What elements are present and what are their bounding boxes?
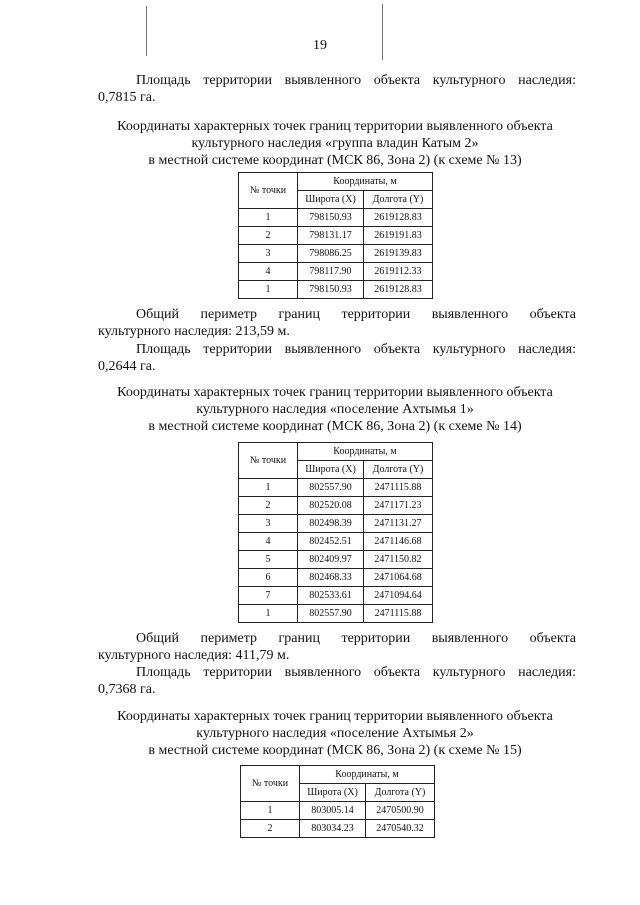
header-coords: Координаты, м bbox=[298, 443, 433, 461]
perim-13-line2: культурного наследия: 213,59 м. bbox=[98, 324, 290, 339]
point-number-cell: 1 bbox=[241, 802, 300, 820]
area-15-line2: 0,7368 га. bbox=[98, 682, 156, 697]
longitude-cell: 2471115.88 bbox=[364, 479, 433, 497]
table-row bbox=[239, 605, 433, 623]
longitude-cell: 2471150.82 bbox=[364, 551, 433, 569]
area-13-line1: Площадь территории выявленного объекта культурного наследия: bbox=[136, 73, 576, 88]
latitude-cell: 798117.90 bbox=[298, 263, 364, 281]
longitude-cell: 2471115.88 bbox=[364, 605, 433, 623]
point-number-cell: 7 bbox=[239, 587, 298, 605]
heading-13-line1: Координаты характерных точек границ территории выявленного объекта bbox=[117, 119, 553, 134]
latitude-cell: 798131.17 bbox=[298, 227, 364, 245]
heading-14-line3: в местной системе координат (МСК 86, Зона 2) (к схеме № 14) bbox=[148, 419, 522, 434]
perim-13-line1: Общий периметр границ территории выявленного объекта bbox=[136, 307, 576, 322]
table-row bbox=[239, 227, 433, 245]
coords-heading-14 bbox=[80, 384, 590, 435]
table-row bbox=[239, 551, 433, 569]
longitude-cell: 2471146.68 bbox=[364, 533, 433, 551]
area-14-line2: 0,2644 га. bbox=[98, 359, 156, 374]
table-row bbox=[239, 263, 433, 281]
header-coords: Координаты, м bbox=[300, 766, 435, 784]
heading-15-line2: культурного наследия «поселение Ахтымья 2» bbox=[196, 726, 474, 741]
table-row bbox=[239, 479, 433, 497]
latitude-cell: 798150.93 bbox=[298, 281, 364, 299]
longitude-cell: 2471094.64 bbox=[364, 587, 433, 605]
area-paragraph-13 bbox=[98, 72, 576, 106]
longitude-cell: 2471131.27 bbox=[364, 515, 433, 533]
table-row bbox=[241, 802, 435, 820]
latitude-cell: 802498.39 bbox=[298, 515, 364, 533]
heading-14-line1: Координаты характерных точек границ территории выявленного объекта bbox=[117, 385, 553, 400]
table-row bbox=[241, 820, 435, 838]
latitude-cell: 802409.97 bbox=[298, 551, 364, 569]
header-lat: Широта (X) bbox=[298, 191, 364, 209]
table-row bbox=[239, 497, 433, 515]
point-number-cell: 1 bbox=[239, 605, 298, 623]
latitude-cell: 802452.51 bbox=[298, 533, 364, 551]
table-row bbox=[239, 587, 433, 605]
point-number-cell: 1 bbox=[239, 479, 298, 497]
table-row bbox=[239, 515, 433, 533]
latitude-cell: 802557.90 bbox=[298, 605, 364, 623]
coords-table-14 bbox=[238, 442, 433, 623]
area-paragraph-15 bbox=[98, 664, 576, 698]
header-coords: Координаты, м bbox=[298, 173, 433, 191]
table-row bbox=[239, 533, 433, 551]
point-number-cell: 2 bbox=[241, 820, 300, 838]
coords-table-13 bbox=[238, 172, 433, 299]
header-lon: Долгота (Y) bbox=[364, 191, 433, 209]
latitude-cell: 802557.90 bbox=[298, 479, 364, 497]
point-number-cell: 1 bbox=[239, 281, 298, 299]
latitude-cell: 802533.61 bbox=[298, 587, 364, 605]
area-14-line1: Площадь территории выявленного объекта культурного наследия: bbox=[136, 342, 576, 357]
area-paragraph-14 bbox=[98, 341, 576, 375]
longitude-cell: 2619128.83 bbox=[364, 209, 433, 227]
perimeter-paragraph-13 bbox=[98, 306, 576, 340]
latitude-cell: 803005.14 bbox=[300, 802, 366, 820]
point-number-cell: 3 bbox=[239, 515, 298, 533]
header-point: № точки bbox=[241, 766, 300, 802]
longitude-cell: 2471171.23 bbox=[364, 497, 433, 515]
header-lon: Долгота (Y) bbox=[364, 461, 433, 479]
header-lon: Долгота (Y) bbox=[366, 784, 435, 802]
latitude-cell: 798086.25 bbox=[298, 245, 364, 263]
perim-14-line1: Общий периметр границ территории выявленного объекта bbox=[136, 631, 576, 646]
area-13-line2: 0,7815 га. bbox=[98, 90, 156, 105]
latitude-cell: 802468.33 bbox=[298, 569, 364, 587]
longitude-cell: 2619139.83 bbox=[364, 245, 433, 263]
longitude-cell: 2471064.68 bbox=[364, 569, 433, 587]
heading-15-line1: Координаты характерных точек границ территории выявленного объекта bbox=[117, 709, 553, 724]
point-number-cell: 4 bbox=[239, 533, 298, 551]
table-row bbox=[239, 245, 433, 263]
longitude-cell: 2619128.83 bbox=[364, 281, 433, 299]
header-lat: Широта (X) bbox=[300, 784, 366, 802]
heading-15-line3: в местной системе координат (МСК 86, Зона 2) (к схеме № 15) bbox=[148, 743, 522, 758]
point-number-cell: 5 bbox=[239, 551, 298, 569]
table-row bbox=[239, 281, 433, 299]
page-number: 19 bbox=[313, 38, 327, 53]
heading-14-line2: культурного наследия «поселение Ахтымья 1» bbox=[196, 402, 474, 417]
header-lat: Широта (X) bbox=[298, 461, 364, 479]
header-point: № точки bbox=[239, 443, 298, 479]
latitude-cell: 802520.08 bbox=[298, 497, 364, 515]
perim-14-line2: культурного наследия: 411,79 м. bbox=[98, 648, 290, 663]
longitude-cell: 2619112.33 bbox=[364, 263, 433, 281]
point-number-cell: 3 bbox=[239, 245, 298, 263]
coords-table-15 bbox=[240, 765, 435, 838]
point-number-cell: 6 bbox=[239, 569, 298, 587]
point-number-cell: 1 bbox=[239, 209, 298, 227]
header-point: № точки bbox=[239, 173, 298, 209]
point-number-cell: 4 bbox=[239, 263, 298, 281]
table-row bbox=[239, 209, 433, 227]
table-row bbox=[239, 569, 433, 587]
latitude-cell: 803034.23 bbox=[300, 820, 366, 838]
area-15-line1: Площадь территории выявленного объекта культурного наследия: bbox=[136, 665, 576, 680]
longitude-cell: 2470540.32 bbox=[366, 820, 435, 838]
coords-heading-15 bbox=[80, 708, 590, 759]
point-number-cell: 2 bbox=[239, 497, 298, 515]
latitude-cell: 798150.93 bbox=[298, 209, 364, 227]
longitude-cell: 2619191.83 bbox=[364, 227, 433, 245]
heading-13-line2: культурного наследия «группа владин Катым 2» bbox=[191, 136, 479, 151]
perimeter-paragraph-14 bbox=[98, 630, 576, 664]
coords-heading-13 bbox=[80, 118, 590, 169]
heading-13-line3: в местной системе координат (МСК 86, Зона 2) (к схеме № 13) bbox=[148, 153, 522, 168]
point-number-cell: 2 bbox=[239, 227, 298, 245]
longitude-cell: 2470500.90 bbox=[366, 802, 435, 820]
